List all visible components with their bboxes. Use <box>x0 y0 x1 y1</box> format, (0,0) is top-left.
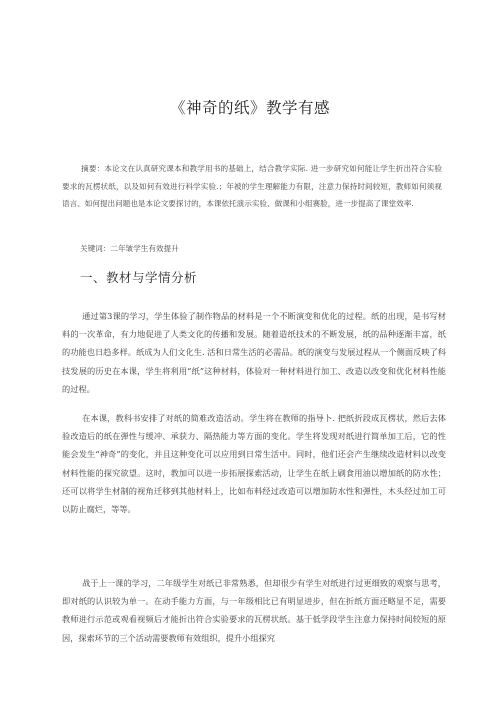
paragraph-text: 在本课，教科书安排了对纸的简难改造活动。学生将在教师的指导卜. 把纸折段成瓦楞状，然后去体验改造后的纸在弹性与缓冲、承获力、隔热能力等方面的变化。学生将发现对纸进行简单加工后，它的性能会发生“神奇”的变化，并且这种变化可以应用到日常生活中。同时，他们还会产生继续改造材料以改变材料性能的探究欲望。这时，教加可以进一步拓展探索活动，让学生在纸上刷食用油以增加纸的防水性；还可以将学生材制的视角迁移到其他材料上，比如布料经过改造可以增加防水性和弹性，木头经过加工可以防止腐烂，等等。 <box>62 413 446 515</box>
page-title: 《神奇的纸》教学有感 <box>169 99 330 117</box>
body-paragraph-2 <box>62 409 446 518</box>
body-paragraph-1 <box>62 307 446 398</box>
abstract-text: 摘要：本论文在认真研究课本和教学用书的基础上，结合教学实际. 进一步研究如何能让学生折出符合实验要求的瓦楞状纸，以及如何有效进行科学实验.；年被的学生理解能力有限，注意力保持时间较短，教师如何须视语言、如何提出问题也是本论文要探讨的，本课依托演示实验、做课和小组赛脸，进一步提高了课堂效率. <box>62 164 442 208</box>
paragraph-text: 战于上一课的学习，二年级学生对纸已非常熟悉，但却很少有学生对纸进行过更细致的观察与思考，即对纸的认识较为单一。在动手能力方面，与一年级相比已有明显进步，但在折纸方面还略显不足，需要教师进行示范或观看视频后才能折出符合实验要求的瓦楞状纸。基于低学段学生注意力保持时间较短的原因，探索环节的三个活动需要教师有效组织，提升小组探究 <box>62 578 446 643</box>
keywords-line: 关键词：二年皱学生有效提升 <box>80 244 179 253</box>
paragraph-text: 通过第3课的学习，学生体验了制作物品的材料是一个不断演变和优化的过程。纸的出现，是书写材料的一次革命，有力地促进了人类文化的传播和发展。随着造纸技术的不断发展，纸的品种逐渐丰富，纸的功能也日趋多样。纸成为人们文化生. 活和日常生活的必需品。纸的演变与发展过程从一个侧面反映了科技发展的历史在本课，学生将利用“纸”这种材料，体验对一种材料进行加工、改造以改变和优化材料性能的过程。 <box>62 311 446 394</box>
section-heading: 一、教材与学情分析 <box>80 270 198 285</box>
abstract-paragraph <box>62 160 442 213</box>
body-paragraph-3 <box>62 574 446 647</box>
